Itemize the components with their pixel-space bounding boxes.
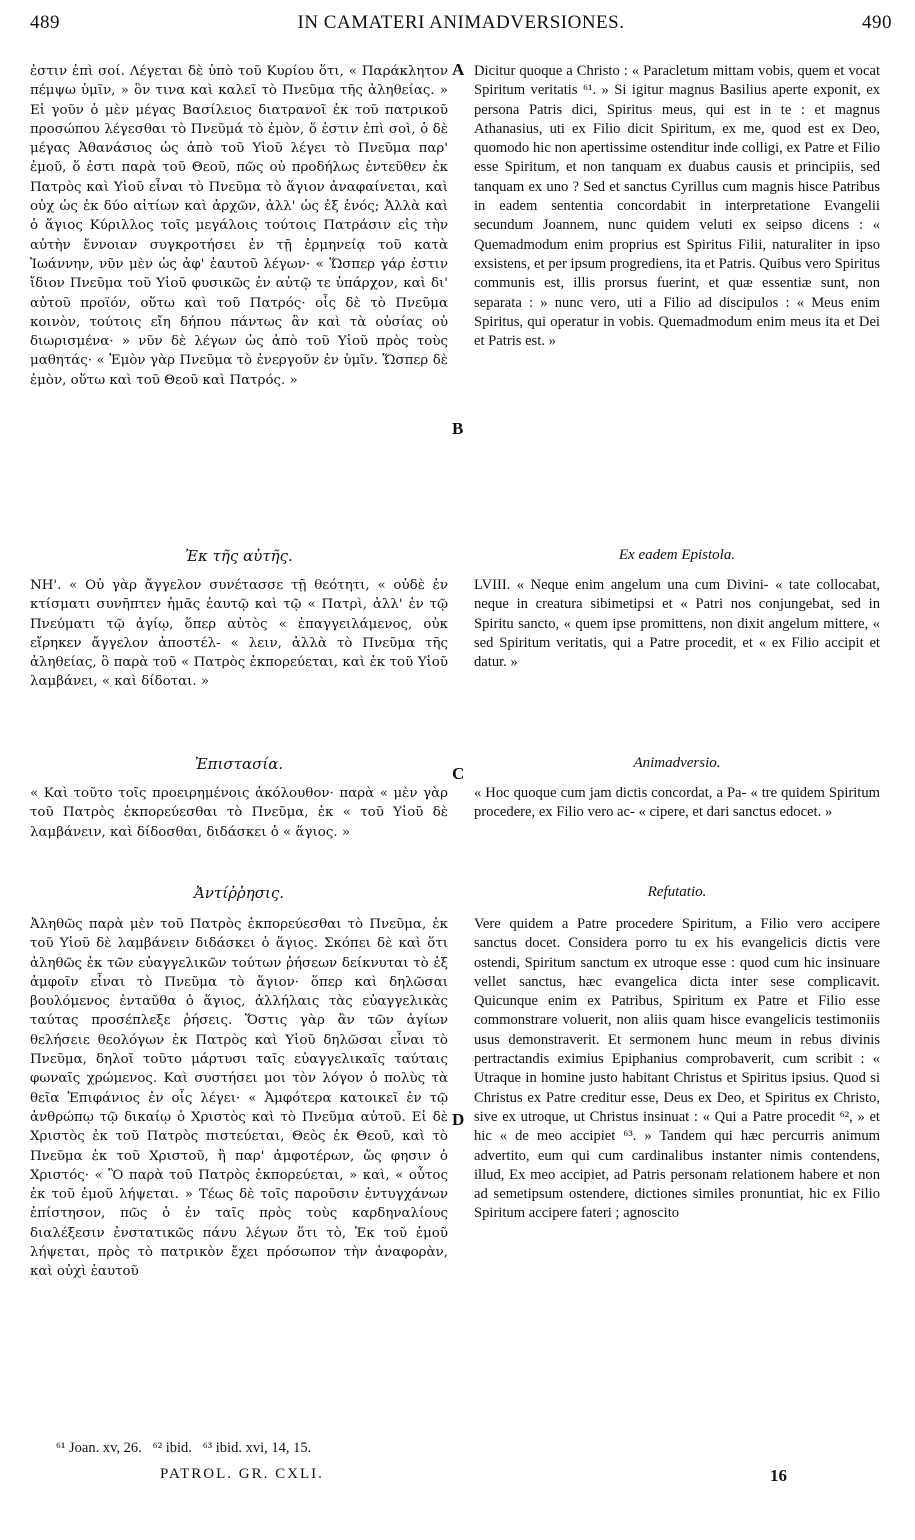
margin-letter-d: D bbox=[452, 1110, 465, 1129]
greek-block-3: « Καὶ τοῦτο τοῖς προειρημένοις ἀκόλουθον· παρὰ « μὲν γὰρ τοῦ Πατρὸς ἐκπορεύεσθαι τὸ Πνεῦμα, ἐκ « τοῦ Υἱοῦ δὲ λαμβάνειν, καὶ δίδοσθαι, διδάσκει ὁ « ἅγιος. » bbox=[30, 786, 448, 840]
greek-block-1: ἐστιν ἐπὶ σοί. Λέγεται δὲ ὑπὸ τοῦ Κυρίου ὅτι, « Παράκλητον πέμψω ὑμῖν, » ὃν τινα καὶ καλεῖ τὸ Πνεῦμα τῆς ἀληθείας. » Εἰ γοῦν ὁ μὲν μέγας Βασίλειος διατρανοῖ ἐκ τοῦ πατρικοῦ προσώπου λέγεσθαι τὸ Πνεῦμά τὸ ἐμὸν, ὅ ἐστιν ἐπὶ σοὶ, ὁ δὲ μέγας Ἀθανάσιος ὡς ἀπὸ τοῦ Υἱοῦ λέγει τὸ Πνεῦμα παρ' ἐμοῦ, ὅ ἐστι παρὰ τοῦ Θεοῦ, πῶς οὐ προδήλως ἐντεῦθεν ἐκ Πατρὸς καὶ Υἱοῦ εἶναι τὸ Πνεῦμα τὸ ἅγιον ἀναφαίνεται, καὶ οὐχ ὡς ἐκ δύο αἰτίων καὶ ἀρχῶν, ἀλλ' ὡς ἐξ ἑνός; Ἀλλὰ καὶ ὁ ἅγιος Κύριλλος τοῖς μεγάλοις τούτοις Πατράσιν εἰς τὴν αὐτὴν ἔννοιαν συγκροτήσει ἐν τῇ ἑρμηνείᾳ τοῦ κατὰ Ἰωάννην, νῦν μὲν ὡς ἀφ' ἑαυτοῦ λέγων· « Ὥσπερ γάρ ἐστιν ἴδιον Πνεῦμα τοῦ Υἱοῦ φυσικῶς ἐν αὐτῷ τε ὑπάρχον, καὶ δι' αὐτοῦ προϊόν, οὕτω καὶ τοῦ Πατρός· οἷς δὲ τὸ Πνεῦμα κοινὸν, τούτοις εἴη δήπου πάντως ἂν καὶ τὰ οὐσίας οὐ διωρισμένα· » νῦν δὲ λέγων ὡς ἀπὸ τοῦ Υἱοῦ πρὸς τοὺς μαθητάς· « Ἐμὸν γὰρ Πνεῦμα τὸ ἐνεργοῦν ἐν ὑμῖν. Ὥσπερ δὲ ἐμὸν, οὕτω καὶ τοῦ Θεοῦ καὶ Πατρός. » bbox=[30, 64, 448, 388]
latin-block-1: Dicitur quoque a Christo : « Paracletum mittam vobis, quem et vocat Spiritum veritatis ⁶¹. » Si igitur magnus Basilius aperte exponit, ex persona Patris dici, Spiritus meus, qui est in te : et magnus Athanasius, uti ex Filio dicit Spiritum, ex me, quod est ex Deo, quomodo hic non apertissime ostenditur inde colligi, ex Patre et Filio esse Spiritum, et non tanquam ex duabus causis et principiis, sed tanquam ex uno ? Sed et sanctus Cyrillus cum magnis hisce Patribus in eadem sententia concordabit in interpretatione Evangelii secundum Joannem, nunc quidem veluti ex seipso dicens : « Quemadmodum enim proprius est Spiritus Filii, naturaliter in ipso exsistens, et per ipsum progrediens, ita et Patris. Quibus vero Spiritus communis est, illis prorsus fuerint, et quæ essentiæ sunt, non separata : » nunc vero, uti a Filio ad discipulos : « Meus enim Spiritus, qui operatur in vobis. Quemadmodum enim meus ita et Dei et Patris est. » bbox=[474, 63, 880, 350]
latin-heading-2: Ex eadem Epistola. bbox=[618, 547, 736, 563]
margin-letter-b: B bbox=[452, 419, 464, 438]
greek-heading-3: Ἐπιστασία. bbox=[194, 755, 284, 773]
latin-heading-3: Animadversio. bbox=[633, 755, 721, 771]
greek-heading-2: Ἐκ τῆς αὐτῆς. bbox=[185, 547, 293, 565]
latin-block-4: Vere quidem a Patre procedere Spiritum, a Filio vero accipere sanctus docet. Considera porro tu ex his evangelicis dictis vere ostendi, Spiritum sanctum ex utroque esse : quod cum hic insinuare vellet sanctus, hæc evangelica dicta inter sese complicavit. Quicunque enim ex Patribus, Spiritum ex Patre et Filio esse commonstrare voluerit, non aliis quam hisce evangelicis testimoniis usus demonstraverit. Et sermonem hunc meum in rebus divinis pertractandis eximius Epiphanius comprobaverit, cum scribit : « Utraque in homine justo habitant Christus et Spiritus ipsius. Quod si Christus ex Patre creditur esse, Deus ex Deo, et Spiritus ex Christo, sive ex utroque, ut Christus insinuat : « Qui a Patre procedit ⁶², » et hic « de meo accipiet ⁶³. » Tandem qui hæc percurris animum advertito, eum qui cum cardinalibus instanter nimis contendens, illud, Ex meo accipiet, ad Patris personam relationem habere et non ad semetipsum ostendere, dictiones similes pronuntiat, hic ex Filio Spiritum accipere fateri ; agnoscito bbox=[474, 916, 880, 1222]
latin-block-2: LVIII. « Neque enim angelum una cum Divini- « tate collocabat, neque in creatura sibimetipsi et « Patri nos conjungebat, sed in Spiritu sancto, « quem ipse promittens, non dixit angelum mittere, « sed Spiritum veritatis, qui a Patre procedit, et « ex Filio accipit et datur. » bbox=[474, 577, 880, 671]
page-number-right: 490 bbox=[862, 12, 892, 33]
running-title: IN CAMATERI ANIMADVERSIONES. bbox=[297, 12, 625, 33]
greek-heading-4: Ἀντίῤῥησις. bbox=[193, 884, 285, 902]
margin-letter-a: A bbox=[452, 60, 465, 79]
greek-block-2: ΝΗ'. « Οὐ γὰρ ἄγγελον συνέτασσε τῇ θεότητι, « οὐδὲ ἐν κτίσματι συνῆπτεν ἡμᾶς ἑαυτῷ καὶ τῷ « Πατρὶ, ἀλλ' ἐν τῷ Πνεύματι τῷ ἁγίῳ, ὅπερ αὐτὸς « ἐπαγγειλάμενος, οὐκ εἴρηκεν ἄγγελον ἀποστέλ- « λειν, ἀλλὰ τὸ Πνεῦμα τῆς ἀληθείας, ὃ παρὰ τοῦ « Πατρὸς ἐκπορεύεται, καὶ ἐκ τοῦ Υἱοῦ λαμβάνει, « καὶ δίδοται. » bbox=[30, 578, 448, 690]
page-number-left: 489 bbox=[30, 12, 60, 33]
signature-mark: PATROL. GR. CXLI. bbox=[160, 1466, 324, 1482]
running-header bbox=[30, 12, 892, 38]
greek-block-4: Ἀληθῶς παρὰ μὲν τοῦ Πατρὸς ἐκπορεύεσθαι τὸ Πνεῦμα, ἐκ τοῦ Υἱοῦ δὲ λαμβάνειν διδάσκει ὁ ἅγιος. Σκόπει δὲ καὶ ὅτι ἀληθῶς ἐκ τῶν εὐαγγελικῶν τούτων ῥήσεων δείκνυται τὸ ἐξ ἀμφοῖν εἶναι τὸ Πνεῦμα τὸ ἅγιον· ὅπερ καὶ δηλῶσαι βουλόμενος ἐνταῦθα ὁ ἅγιος, ἀλλήλαις τὰς εὐαγγελικὰς ταύτας προσέπλεξε ῥήσεις. Ὅστις γὰρ ἂν τῶν ἁγίων θελήσειε θεολόγων ἐκ Πατρὸς καὶ Υἱοῦ δηλῶσαι εἶναι τὸ Πνεῦμα, δηλοῖ τοῦτο μάρτυσι ταῖς εὐαγγελικαῖς ταύταις φωναῖς χρώμενος. Καὶ συστήσει μοι τὸν λόγον ὁ πολὺς τὰ θεῖα Ἐπιφάνιος ἐν οἷς λέγει· « Ἀμφότερα κατοικεῖ ἐν τῷ ἀνθρώπῳ τῷ δικαίῳ ὁ Χριστὸς καὶ τὸ Πνεῦμα αὐτοῦ. Εἰ δὲ Χριστὸς ἐκ τοῦ Πατρὸς πιστεύεται, Θεὸς ἐκ Θεοῦ, καὶ τὸ Πνεῦμα ἐκ τοῦ Χριστοῦ, ἢ παρ' ἀμφοτέρων, ὥς φησιν ὁ Χριστός· « Ὃ παρὰ τοῦ Πατρὸς ἐκπορεύεται, » καὶ, « οὗτος ἐκ τοῦ ἐμοῦ λήψεται. » Τέως δὲ τοῖς παροῦσιν ἐντυγχάνων ἐπίστησον, πῶς ὁ ἐν ταῖς πρὸς τοὺς καρδηναλίους διαλέξεσιν ἐνστατικῶς πάνυ λέγων ὅτι τὸ, Ἐκ τοῦ ἐμοῦ λήψεται, πρὸς τὸ πατρικὸν ἔχει πρόσωπον τὴν ἀναφορὰν, καὶ οὐχὶ ἑαυτοῦ bbox=[30, 917, 448, 1280]
latin-heading-4: Refutatio. bbox=[647, 884, 707, 900]
latin-block-3: « Hoc quoque cum jam dictis concordat, a Pa- « tre quidem Spiritum procedere, ex Filio vero ac- « cipere, et dari sanctus edocet. » bbox=[474, 785, 880, 821]
sheet-number: 16 bbox=[770, 1466, 787, 1485]
footnotes: ⁶¹ Joan. xv, 26. ⁶² ibid. ⁶³ ibid. xvi, 14, 15. bbox=[56, 1440, 312, 1456]
margin-letter-c: C bbox=[452, 764, 465, 783]
